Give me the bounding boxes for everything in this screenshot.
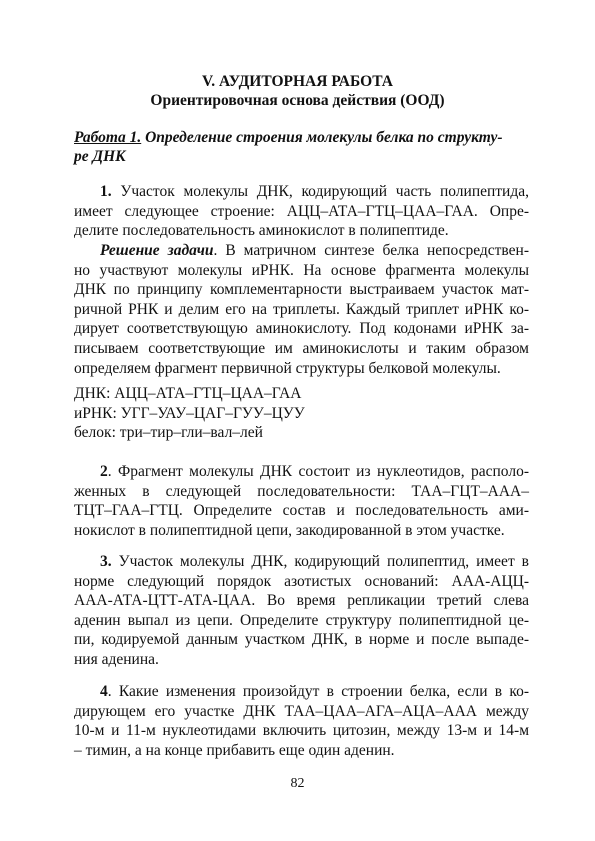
work-title-rest: Определение строения молекулы белка по структу- bbox=[141, 129, 503, 146]
task-2-number: 2 bbox=[100, 463, 108, 480]
section-subtitle: Ориентировочная основа действия (ООД) bbox=[150, 92, 445, 109]
task-1-line: имеет следующее строение: АЦЦ–АТА–ГТЦ–ЦАА–ГАА. Опре- bbox=[74, 202, 529, 220]
solution-line: писываем соответствующие им аминокислоты и таким образом bbox=[74, 339, 529, 357]
solution-line: но участвуют молекулы иРНК. На основе фрагмента молекулы bbox=[74, 261, 529, 279]
task-3-line: ААА-АТА-ЦТТ-АТА-ЦАА. Во время репликации третий слева bbox=[74, 592, 529, 610]
task-2-line: ТЦТ–ГАА–ГТЦ. Определите состав и последовательность ами- bbox=[74, 502, 529, 520]
task-4-number: 4 bbox=[100, 683, 108, 700]
task-1-line: 1. Участок молекулы ДНК, кодирующий часть полипептида, bbox=[100, 183, 529, 200]
task-3-line: пи, кодируемой данным участком ДНК, в норме и после выпаде- bbox=[74, 631, 529, 649]
task-2-line: 2. Фрагмент молекулы ДНК состоит из нуклеотидов, располо- bbox=[100, 463, 529, 480]
dna-sequence: ДНК: АЦЦ–АТА–ГТЦ–ЦАА–ГАА bbox=[74, 385, 302, 402]
task-3-line: 3. Участок молекулы ДНК, кодирующий полипептид, имеет в bbox=[100, 553, 529, 570]
task-3-line: ния аденина. bbox=[74, 650, 159, 668]
task-4-line: 10-м и 11-м нуклеотидами включить цитозин, между 13-м и 14-м bbox=[74, 722, 529, 740]
work-title-line2: ре ДНК bbox=[74, 148, 126, 165]
sequence-block bbox=[74, 384, 529, 443]
work-title bbox=[74, 128, 529, 166]
task-4-line: 4. Какие изменения произойдут в строении белка, если в ко- bbox=[100, 683, 529, 700]
rna-sequence: иРНК: УГГ–УАУ–ЦАГ–ГУУ–ЦУУ bbox=[74, 404, 305, 422]
solution-line: определяем фрагмент первичной структуры белковой молекулы. bbox=[74, 359, 501, 377]
solution-line: Решение задачи. В матричном синтезе белка непосредствен- bbox=[100, 242, 529, 259]
task-3-number: 3. bbox=[100, 553, 112, 570]
task-3-line: аденин выпал из цепи. Определите структуру полипептидной це- bbox=[74, 611, 529, 629]
task-3-line: норме следующий порядок азотистых оснований: ААА-АЦЦ- bbox=[74, 572, 529, 590]
section-title: V. АУДИТОРНАЯ РАБОТА bbox=[202, 73, 393, 90]
protein-sequence: белок: три–тир–гли–вал–лей bbox=[74, 424, 263, 442]
work-label: Работа 1. bbox=[74, 129, 142, 146]
task-2-line: женных в следующей последовательности: ТАА–ГЦТ–ААА– bbox=[74, 482, 529, 500]
task-3 bbox=[74, 552, 529, 670]
task-4 bbox=[74, 682, 529, 760]
solution-line: ДНК по принципу комплементарности выстраиваем участок мат- bbox=[74, 281, 529, 299]
task-4-line: – тимин, а на конце прибавить еще один аденин. bbox=[74, 741, 395, 759]
task-2-line: нокислот в полипептидной цепи, закодированной в этом участке. bbox=[74, 521, 505, 539]
task-1-number: 1. bbox=[100, 183, 112, 200]
task-1 bbox=[74, 182, 529, 241]
solution bbox=[74, 241, 529, 378]
solution-line: дирует соответствующую аминокислоту. Под кодонами иРНК за- bbox=[74, 320, 529, 338]
solution-line: ричной РНК и делим его на триплеты. Каждый триплет иРНК ко- bbox=[74, 300, 529, 318]
task-2 bbox=[74, 462, 529, 540]
page-number: 82 bbox=[290, 776, 305, 791]
solution-label: Решение задачи bbox=[100, 242, 214, 259]
task-1-line: делите последовательность аминокислот в полипептиде. bbox=[74, 222, 449, 240]
task-4-line: дирующем его участке ДНК ТАА–ЦАА–АГА–АЦА–ААА между bbox=[74, 702, 529, 720]
